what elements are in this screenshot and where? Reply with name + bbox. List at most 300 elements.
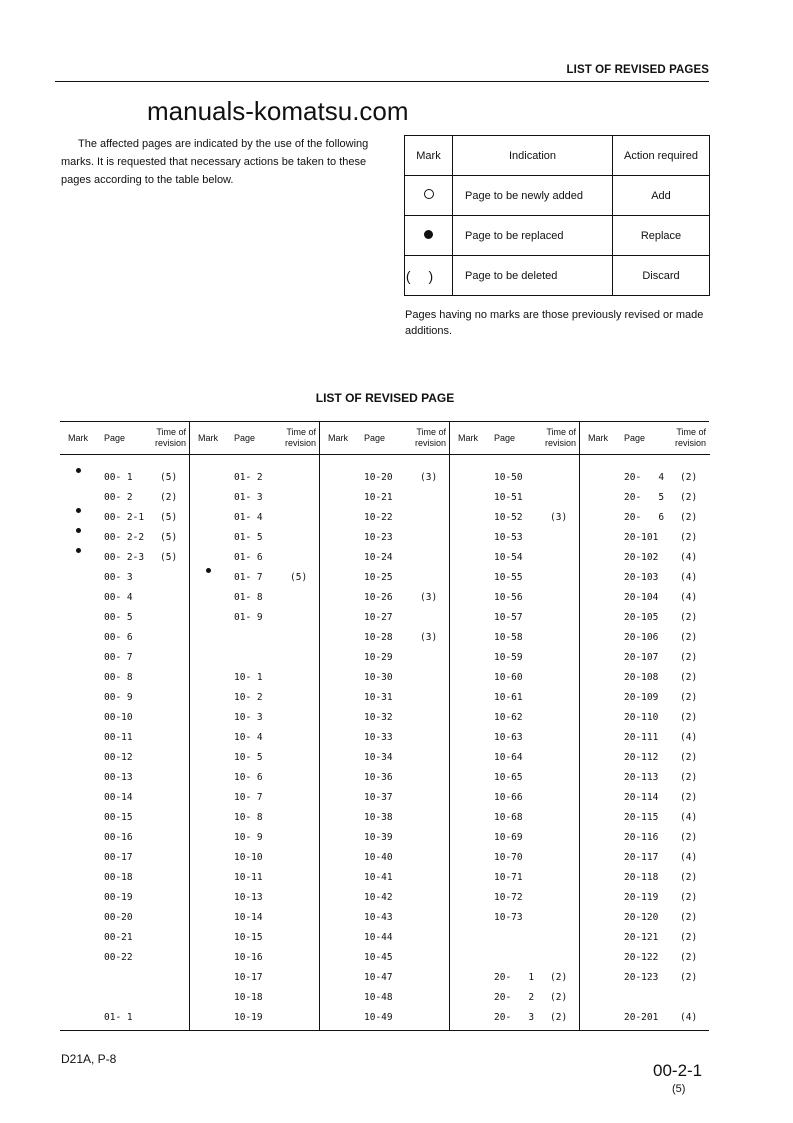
table-row [580, 708, 710, 728]
page-number: 01- 4 [234, 512, 263, 523]
table-row [320, 508, 450, 528]
table-row [190, 888, 320, 908]
header-mark: Mark [588, 433, 608, 443]
table-row [60, 688, 190, 708]
table-row [450, 1008, 580, 1028]
table-row [320, 948, 450, 968]
page-header-title: LIST OF REVISED PAGES [566, 64, 709, 76]
page-number: 10-10 [234, 852, 263, 863]
page-number: 10-45 [364, 952, 393, 963]
revision-time: (2) [680, 932, 698, 943]
header-mark: Mark [328, 433, 348, 443]
legend-header-action: Action required [613, 136, 710, 176]
table-row [320, 768, 450, 788]
table-row [580, 788, 710, 808]
table-row [60, 1008, 190, 1028]
page-number: 10-61 [494, 692, 523, 703]
table-row [320, 968, 450, 988]
table-row [450, 848, 580, 868]
page-number: 10-57 [494, 612, 523, 623]
page-number: 01- 5 [234, 532, 263, 543]
page-number: 10-38 [364, 812, 393, 823]
page-number: 00- 3 [104, 572, 133, 583]
table-row [450, 808, 580, 828]
page-number: 10-22 [364, 512, 393, 523]
revision-time: (2) [160, 492, 178, 503]
page-number: 20- 6 [624, 512, 665, 523]
page-number: 10-44 [364, 932, 393, 943]
table-row [320, 828, 450, 848]
watermark: manuals-komatsu.com [147, 96, 409, 126]
page-number: 00- 2-1 [104, 512, 145, 523]
table-row [450, 628, 580, 648]
header-page: Page [624, 433, 646, 443]
table-row [320, 588, 450, 608]
page-number: 20-115 [624, 812, 659, 823]
table-row [580, 768, 710, 788]
table-row [320, 528, 450, 548]
page-number: 20-117 [624, 852, 659, 863]
table-row [580, 588, 710, 608]
table-row [580, 648, 710, 668]
column-group [319, 422, 450, 1030]
legend-header-mark: Mark [405, 136, 453, 176]
page-number: 10-32 [364, 712, 393, 723]
page-number: 20-121 [624, 932, 659, 943]
header-time-of: Time of [286, 427, 316, 437]
table-row [450, 508, 580, 528]
header-time-of: Time of [546, 427, 576, 437]
page-number: 10-62 [494, 712, 523, 723]
table-row [60, 608, 190, 628]
table-row [320, 788, 450, 808]
page-number: 10-37 [364, 792, 393, 803]
table-row [450, 948, 580, 968]
table-row [60, 908, 190, 928]
revision-time: (3) [420, 592, 438, 603]
revision-time: (3) [550, 512, 568, 523]
page-number: 00- 2 [104, 492, 133, 503]
page-number: 10-15 [234, 932, 263, 943]
table-row [60, 528, 190, 548]
table-row [580, 748, 710, 768]
legend-indication: Page to be newly added [453, 176, 613, 216]
page-number: 10-18 [234, 992, 263, 1003]
page-number: 20-119 [624, 892, 659, 903]
table-row [60, 788, 190, 808]
table-row [190, 848, 320, 868]
page-number: 10-55 [494, 572, 523, 583]
table-row [320, 908, 450, 928]
table-row [60, 988, 190, 1008]
page-number: 00-12 [104, 752, 133, 763]
table-row [580, 1008, 710, 1028]
page-number: 10-58 [494, 632, 523, 643]
revision-time: (4) [680, 592, 698, 603]
table-row [580, 828, 710, 848]
revision-time: (2) [680, 972, 698, 983]
filled-dot-icon [424, 230, 433, 239]
page-number: 10-63 [494, 732, 523, 743]
legend-action: Replace [613, 216, 710, 256]
revision-time: (4) [680, 852, 698, 863]
page-number: 20-105 [624, 612, 659, 623]
table-row [320, 628, 450, 648]
footer-revision: (5) [672, 1083, 686, 1095]
table-row [320, 668, 450, 688]
revision-time: (2) [680, 632, 698, 643]
replaced-mark-icon [76, 548, 81, 553]
page-number: 10-53 [494, 532, 523, 543]
table-row [190, 748, 320, 768]
revision-time: (2) [680, 752, 698, 763]
table-row [190, 968, 320, 988]
page-number: 10-31 [364, 692, 393, 703]
column-group [449, 422, 580, 1030]
open-circle-icon [424, 189, 434, 199]
header-time-of: Time of [156, 427, 186, 437]
revision-time: (4) [680, 1012, 698, 1023]
table-row [190, 768, 320, 788]
footer-page-number: 00-2-1 [653, 1061, 703, 1080]
page-number: 00-10 [104, 712, 133, 723]
page-number: 01- 9 [234, 612, 263, 623]
revision-time: (2) [680, 772, 698, 783]
header-page: Page [494, 433, 516, 443]
page-number: 20-107 [624, 652, 659, 663]
legend-mark [405, 176, 453, 216]
legend-table [404, 135, 710, 296]
page-number: 00-22 [104, 952, 133, 963]
revision-time: (2) [550, 992, 568, 1003]
legend-row [405, 216, 710, 256]
page-number: 20-108 [624, 672, 659, 683]
page-number: 10-28 [364, 632, 393, 643]
table-row [190, 628, 320, 648]
revision-time: (2) [680, 652, 698, 663]
header-page: Page [104, 433, 126, 443]
revision-time: (5) [160, 512, 178, 523]
header-divider [55, 81, 709, 82]
table-row [190, 548, 320, 568]
page-number: 00- 7 [104, 652, 133, 663]
page-number: 10-59 [494, 652, 523, 663]
header-revision: revision [544, 438, 576, 448]
page-number: 10-52 [494, 512, 523, 523]
page-number: 10-64 [494, 752, 523, 763]
column-group [579, 422, 710, 1030]
table-row [450, 548, 580, 568]
page-number: 10-25 [364, 572, 393, 583]
revision-time: (2) [680, 692, 698, 703]
page-number: 10-73 [494, 912, 523, 923]
intro-paragraph: The affected pages are indicated by the use of the following marks. It is requested that necessary actions be taken to these pages according to the table below. [61, 138, 369, 186]
page-number: 00-17 [104, 852, 133, 863]
table-row [580, 688, 710, 708]
table-row [450, 768, 580, 788]
page-number: 10-48 [364, 992, 393, 1003]
page-number: 20-201 [624, 1012, 659, 1023]
header-revision: revision [674, 438, 706, 448]
page-number: 01- 3 [234, 492, 263, 503]
table-row [320, 568, 450, 588]
page-number: 00-13 [104, 772, 133, 783]
table-row [190, 688, 320, 708]
page-number: 20-109 [624, 692, 659, 703]
table-row [450, 648, 580, 668]
table-row [580, 868, 710, 888]
page-number: 10-50 [494, 472, 523, 483]
header-mark: Mark [198, 433, 218, 443]
legend-header-row [405, 136, 710, 176]
page-number: 01- 6 [234, 552, 263, 563]
table-row [580, 528, 710, 548]
page-number: 01- 1 [104, 1012, 133, 1023]
legend-indication: Page to be deleted [453, 256, 613, 296]
table-row [320, 688, 450, 708]
page-number: 20-120 [624, 912, 659, 923]
page-number: 10-72 [494, 892, 523, 903]
page-number: 10-19 [234, 1012, 263, 1023]
revision-time: (2) [680, 512, 698, 523]
page-number: 20-116 [624, 832, 659, 843]
table-row [450, 828, 580, 848]
table-row [580, 608, 710, 628]
revision-time: (4) [680, 552, 698, 563]
table-row [450, 568, 580, 588]
table-row [450, 488, 580, 508]
revision-time: (2) [550, 972, 568, 983]
table-row [580, 948, 710, 968]
column-header-row [450, 422, 580, 455]
table-row [190, 568, 320, 588]
page-number: 20-103 [624, 572, 659, 583]
replaced-mark-icon [76, 508, 81, 513]
column-group [60, 422, 190, 1030]
table-row [190, 588, 320, 608]
table-row [60, 888, 190, 908]
page-number: 00- 2-2 [104, 532, 145, 543]
revision-time: (2) [680, 612, 698, 623]
table-row [450, 988, 580, 1008]
table-row [450, 708, 580, 728]
header-mark: Mark [458, 433, 478, 443]
legend-mark [405, 256, 453, 296]
table-row [190, 708, 320, 728]
page-number: 00-14 [104, 792, 133, 803]
page-number: 01- 2 [234, 472, 263, 483]
legend-indication: Page to be replaced [453, 216, 613, 256]
revision-time: (4) [680, 572, 698, 583]
page-number: 10-29 [364, 652, 393, 663]
table-row [580, 988, 710, 1008]
table-row [320, 548, 450, 568]
page-number: 00-18 [104, 872, 133, 883]
page-number: 10-33 [364, 732, 393, 743]
page-number: 20-106 [624, 632, 659, 643]
page-number: 00- 4 [104, 592, 133, 603]
page-number: 20-123 [624, 972, 659, 983]
revision-time: (4) [680, 812, 698, 823]
page-number: 10- 2 [234, 692, 263, 703]
page-number: 10- 4 [234, 732, 263, 743]
column-header-row [320, 422, 450, 455]
table-row [190, 468, 320, 488]
revision-time: (2) [680, 492, 698, 503]
page-number: 00- 1 [104, 472, 133, 483]
revision-time: (2) [680, 792, 698, 803]
replaced-mark-icon [76, 528, 81, 533]
page-number: 00-20 [104, 912, 133, 923]
table-row [580, 508, 710, 528]
revision-time: (4) [680, 732, 698, 743]
page-number: 10-41 [364, 872, 393, 883]
parentheses-icon: () [405, 267, 452, 284]
page-number: 20-118 [624, 872, 659, 883]
revision-time: (2) [550, 1012, 568, 1023]
page-number: 20-113 [624, 772, 659, 783]
header-time-of: Time of [416, 427, 446, 437]
table-row [320, 888, 450, 908]
page-number: 00-19 [104, 892, 133, 903]
legend-action: Discard [613, 256, 710, 296]
page-number: 10-17 [234, 972, 263, 983]
revision-time: (2) [680, 952, 698, 963]
page-number: 10-40 [364, 852, 393, 863]
page-number: 10-56 [494, 592, 523, 603]
page-number: 10-23 [364, 532, 393, 543]
page-number: 00- 6 [104, 632, 133, 643]
page-number: 10- 8 [234, 812, 263, 823]
page-number: 10-30 [364, 672, 393, 683]
table-row [320, 868, 450, 888]
page-number: 01- 7 [234, 572, 263, 583]
page-number: 10-47 [364, 972, 393, 983]
header-page: Page [364, 433, 386, 443]
table-row [580, 628, 710, 648]
header-revision: revision [414, 438, 446, 448]
legend-action: Add [613, 176, 710, 216]
table-row [450, 608, 580, 628]
table-row [450, 528, 580, 548]
table-row [60, 508, 190, 528]
page-number: 10-26 [364, 592, 393, 603]
table-row [320, 608, 450, 628]
revision-time: (2) [680, 672, 698, 683]
table-row [450, 908, 580, 928]
table-row [450, 928, 580, 948]
page-number: 00- 5 [104, 612, 133, 623]
page-number: 10-36 [364, 772, 393, 783]
page-number: 10- 9 [234, 832, 263, 843]
revision-time: (3) [420, 632, 438, 643]
page-number: 20- 4 [624, 472, 665, 483]
revised-table-title: LIST OF REVISED PAGE [315, 391, 455, 405]
page-number: 01- 8 [234, 592, 263, 603]
intro-text [61, 135, 381, 189]
table-row [190, 648, 320, 668]
table-row [320, 488, 450, 508]
table-row [580, 808, 710, 828]
page-number: 10-13 [234, 892, 263, 903]
revision-time: (2) [680, 872, 698, 883]
table-row [60, 968, 190, 988]
table-row [60, 748, 190, 768]
page-number: 20-110 [624, 712, 659, 723]
page-number: 00-11 [104, 732, 133, 743]
table-row [60, 828, 190, 848]
table-row [580, 908, 710, 928]
page-number: 00-15 [104, 812, 133, 823]
table-row [320, 928, 450, 948]
table-row [580, 968, 710, 988]
page-number: 20-102 [624, 552, 659, 563]
table-row [190, 488, 320, 508]
page-number: 10- 6 [234, 772, 263, 783]
legend-row [405, 176, 710, 216]
replaced-mark-icon [206, 568, 211, 573]
table-row [190, 948, 320, 968]
page-number: 10-70 [494, 852, 523, 863]
table-row [320, 808, 450, 828]
column-group [189, 422, 320, 1030]
table-row [190, 728, 320, 748]
table-row [580, 728, 710, 748]
table-row [190, 1008, 320, 1028]
page-number: 10-65 [494, 772, 523, 783]
table-row [60, 728, 190, 748]
revision-time: (2) [680, 892, 698, 903]
table-row [580, 928, 710, 948]
table-row [190, 788, 320, 808]
page-number: 20-111 [624, 732, 659, 743]
page-number: 10- 5 [234, 752, 263, 763]
table-row [580, 468, 710, 488]
page-number: 10-20 [364, 472, 393, 483]
table-row [190, 988, 320, 1008]
page-number: 10- 7 [234, 792, 263, 803]
page-number: 00- 8 [104, 672, 133, 683]
footer-model: D21A, P-8 [61, 1052, 117, 1066]
table-row [580, 888, 710, 908]
header-time-of: Time of [676, 427, 706, 437]
table-row [320, 468, 450, 488]
table-row [190, 508, 320, 528]
page-number: 00- 2-3 [104, 552, 145, 563]
table-row [320, 728, 450, 748]
table-row [450, 728, 580, 748]
page-number: 20- 1 [494, 972, 535, 983]
page-number: 10-21 [364, 492, 393, 503]
page-number: 10-68 [494, 812, 523, 823]
table-row [190, 668, 320, 688]
revision-time: (5) [160, 552, 178, 563]
page-number: 10-16 [234, 952, 263, 963]
table-row [60, 548, 190, 568]
header-revision: revision [284, 438, 316, 448]
header-page: Page [234, 433, 256, 443]
table-row [450, 668, 580, 688]
table-row [190, 828, 320, 848]
page-number: 20-101 [624, 532, 659, 543]
table-row [190, 608, 320, 628]
table-row [60, 468, 190, 488]
legend-row [405, 256, 710, 296]
table-row [190, 928, 320, 948]
table-row [450, 888, 580, 908]
page-number: 20-112 [624, 752, 659, 763]
legend-mark [405, 216, 453, 256]
